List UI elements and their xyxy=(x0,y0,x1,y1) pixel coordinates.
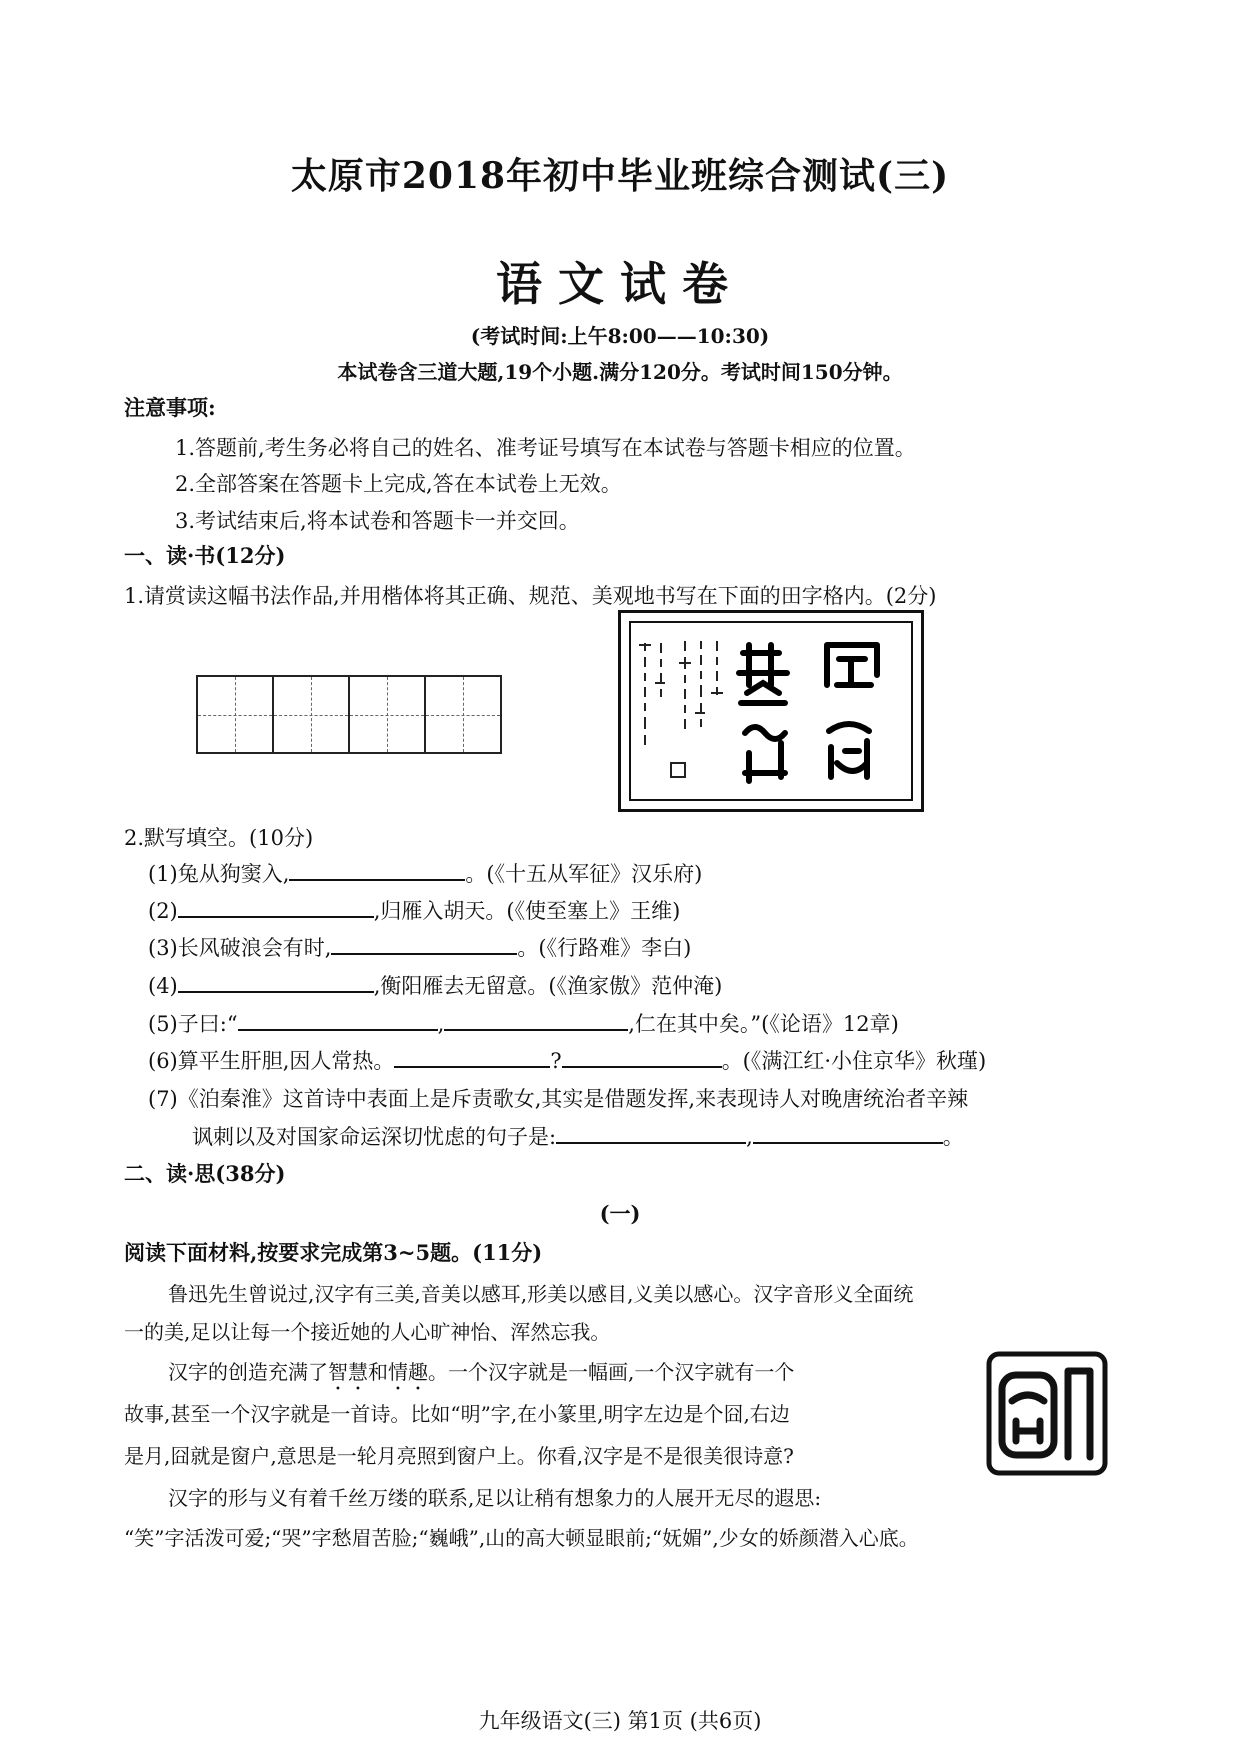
fill-item-text: 讽刺以及对国家命运深切忧虑的句子是: xyxy=(192,1125,557,1149)
fill-item-sep: 。 xyxy=(942,1125,964,1149)
fill-item-5 xyxy=(148,1008,899,1038)
fill-item-7-line1: (7)《泊秦淮》这首诗中表面上是斥责歌女,其实是借题发挥,来表现诗人对晚唐统治者辛辣 xyxy=(148,1087,969,1111)
page-footer: 九年级语文(三) 第1页 (共6页) xyxy=(478,1709,762,1733)
note-item: 2.全部答案在答题卡上完成,答在本试卷上无效。 xyxy=(175,472,622,496)
fill-item-1 xyxy=(148,858,702,888)
calligraphy-seal-script-image xyxy=(631,623,911,799)
fill-item-text: (2) xyxy=(148,899,178,923)
seal-script-ming-image xyxy=(986,1351,1108,1476)
answer-blank[interactable] xyxy=(562,1046,722,1068)
question-2-heading: 2.默写填空。(10分) xyxy=(124,826,314,850)
answer-blank[interactable] xyxy=(178,971,374,993)
emphasized-word: 情趣 xyxy=(388,1360,428,1384)
fill-item-6 xyxy=(148,1045,986,1075)
paragraph-1-line: 鲁迅先生曾说过,汉字有三美,音美以感耳,形美以感目,义美以感心。汉字音形义全面统 xyxy=(168,1282,914,1306)
para-text: 汉字的创造充满了 xyxy=(168,1360,328,1384)
answer-blank[interactable] xyxy=(178,896,374,918)
para-text: 。一个汉字就是一幅画,一个汉字就有一个 xyxy=(428,1360,795,1384)
fill-item-text: (3)长风破浪会有时, xyxy=(148,936,332,960)
paragraph-2-line xyxy=(168,1356,794,1395)
question-1: 1.请赏读这幅书法作品,并用楷体将其正确、规范、美观地书写在下面的田字格内。(2分) xyxy=(124,584,937,608)
emphasized-word: 智慧 xyxy=(328,1360,368,1384)
answer-blank[interactable] xyxy=(331,933,517,955)
answer-blank[interactable] xyxy=(753,1122,943,1144)
fill-item-7-line2 xyxy=(192,1121,964,1151)
fill-item-sep: , xyxy=(437,1012,445,1036)
note-item: 1.答题前,考生务必将自己的姓名、准考证号填写在本试卷与答题卡相应的位置。 xyxy=(175,436,916,460)
fill-item-text: (4) xyxy=(148,974,178,998)
tianzige-grid[interactable] xyxy=(196,675,502,754)
fill-item-3 xyxy=(148,932,691,962)
fill-item-text: (5)子曰:“ xyxy=(148,1012,238,1036)
fill-item-source: 。(《行路难》李白) xyxy=(517,936,692,960)
grid-cell[interactable] xyxy=(198,677,274,752)
para-text: 和 xyxy=(368,1360,388,1384)
grid-cell[interactable] xyxy=(274,677,350,752)
paragraph-1-line: 一的美,足以让每一个接近她的人心旷神怡、浑然忘我。 xyxy=(124,1320,611,1344)
paper-subtitle: 语文试卷 xyxy=(496,257,744,311)
paragraph-3-line: 汉字的形与义有着千丝万缕的联系,足以让稍有想象力的人展开无尽的遐思: xyxy=(168,1486,822,1510)
fill-item-source: ,归雁入胡天。(《使至塞上》王维) xyxy=(373,899,681,923)
fill-item-sep: ? xyxy=(550,1049,562,1073)
answer-blank[interactable] xyxy=(289,859,465,881)
exam-time: (考试时间:上午8:00——10:30) xyxy=(470,324,770,348)
part-number: (一) xyxy=(599,1201,641,1226)
fill-item-source: ,仁在其中矣。”(《论语》12章) xyxy=(628,1012,899,1036)
paragraph-2-line: 是月,囧就是窗户,意思是一轮月亮照到窗户上。你看,汉字是不是很美很诗意? xyxy=(124,1444,794,1468)
notes-heading: 注意事项: xyxy=(124,395,216,420)
exam-summary: 本试卷含三道大题,19个小题.满分120分。考试时间150分钟。 xyxy=(337,360,903,384)
exam-title: 太原市2018年初中毕业班综合测试(三) xyxy=(290,155,950,197)
fill-item-text: (1)兔从狗窦入, xyxy=(148,862,290,886)
fill-item-source: 。(《十五从军征》汉乐府) xyxy=(465,862,703,886)
grid-cell[interactable] xyxy=(426,677,500,752)
calligraphy-artwork xyxy=(618,610,924,812)
fill-item-sep: , xyxy=(746,1125,753,1149)
grid-cell[interactable] xyxy=(350,677,426,752)
answer-blank[interactable] xyxy=(238,1009,438,1031)
reading-instruction: 阅读下面材料,按要求完成第3~5题。(11分) xyxy=(124,1240,543,1265)
fill-item-source: 。(《满江红·小住京华》秋瑾) xyxy=(721,1049,987,1073)
answer-blank[interactable] xyxy=(394,1046,550,1068)
fill-item-source: ,衡阳雁去无留意。(《渔家傲》范仲淹) xyxy=(373,974,723,998)
section1-heading: 一、读·书(12分) xyxy=(124,543,286,568)
answer-blank[interactable] xyxy=(556,1122,746,1144)
fill-item-4 xyxy=(148,970,722,1000)
note-item: 3.考试结束后,将本试卷和答题卡一并交回。 xyxy=(175,509,580,533)
fill-item-text: (6)算平生肝胆,因人常热。 xyxy=(148,1049,395,1073)
answer-blank[interactable] xyxy=(444,1009,628,1031)
section2-heading: 二、读·思(38分) xyxy=(124,1161,286,1186)
paragraph-3-line: “笑”字活泼可爱;“哭”字愁眉苦脸;“巍峨”,山的高大顿显眼前;“妩媚”,少女的娇颜潜入心底。 xyxy=(124,1526,919,1550)
fill-item-2 xyxy=(148,895,680,925)
paragraph-2-line: 故事,甚至一个汉字就是一首诗。比如“明”字,在小篆里,明字左边是个囧,右边 xyxy=(124,1402,790,1426)
